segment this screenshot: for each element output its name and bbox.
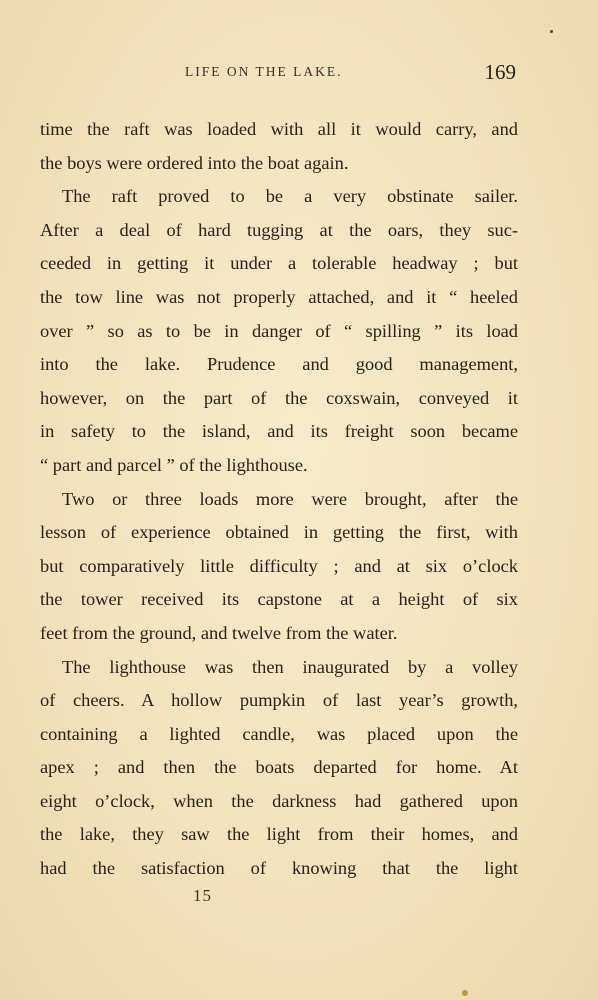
text-line: The raft proved to be a very obstinate sailer. — [62, 186, 518, 207]
text-line: containing a lighted candle, was placed upon the — [40, 723, 518, 744]
text-line: the tower received its capstone at a height of six — [40, 589, 518, 610]
ink-speck — [462, 990, 468, 996]
text-line: of cheers. A hollow pumpkin of last year’s growth, — [40, 690, 518, 711]
text-line: over ” so as to be in danger of “ spilling ” its load — [40, 320, 518, 341]
text-line: apex ; and then the boats departed for home. At — [40, 757, 518, 778]
text-line: “ part and parcel ” of the lighthouse. — [40, 454, 308, 475]
text-line: eight o’clock, when the darkness had gathered upon — [40, 790, 518, 811]
text-line: but comparatively little difficulty ; and at six o’clock — [40, 555, 518, 576]
ink-speck — [550, 30, 553, 33]
text-line: into the lake. Prudence and good management, — [40, 354, 518, 375]
text-line: feet from the ground, and twelve from the water. — [40, 622, 398, 643]
running-head — [40, 60, 518, 88]
page-number: 169 — [484, 60, 516, 84]
text-line: the boys were ordered into the boat again. — [40, 152, 349, 173]
signature-mark: 15 — [193, 886, 212, 905]
text-line: had the satisfaction of knowing that the light — [40, 858, 518, 879]
text-line: the lake, they saw the light from their homes, and — [40, 824, 518, 845]
text-line: time the raft was loaded with all it would carry, and — [40, 119, 518, 139]
text-line: After a deal of hard tugging at the oars, they suc- — [40, 219, 518, 240]
body-text — [40, 113, 518, 886]
text-line: the tow line was not properly attached, and it “ heeled — [40, 286, 518, 307]
running-title: LIFE ON THE LAKE. — [185, 64, 343, 79]
text-line: lesson of experience obtained in getting the first, with — [40, 522, 518, 543]
text-line: in safety to the island, and its freight soon became — [40, 421, 518, 442]
text-line: The lighthouse was then inaugurated by a volley — [62, 656, 518, 677]
text-line: Two or three loads more were brought, after the — [62, 488, 518, 509]
text-line: however, on the part of the coxswain, conveyed it — [40, 387, 518, 408]
text-line: ceeded in getting it under a tolerable headway ; but — [40, 253, 518, 274]
